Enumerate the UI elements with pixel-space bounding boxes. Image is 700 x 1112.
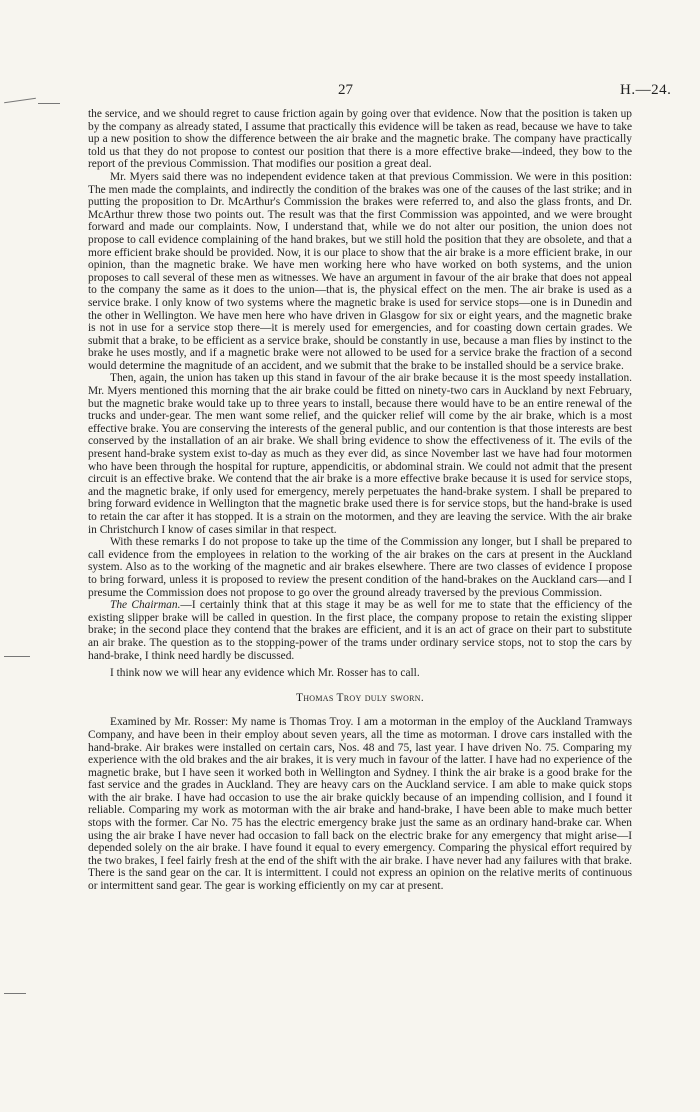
page-number: 27	[338, 82, 353, 98]
paragraph-chairman	[88, 599, 632, 662]
paragraph-myers: Mr. Myers said there was no independent evidence taken at that previous Commission. We were in this position: The men made the complaints, and indirectly the condition of the brakes was one of the causes of the last strike; and in putting the proposition to Dr. McArthur's Commission the brakes were referred to, and also the glass fronts, and Dr. McArthur threw those two points out. The result was that the first Commission was appointed, and we were brought forward and made our complaints. Now, I understand that, while we do not alter our position, the union does not propose to call evidence complaining of the hand brakes, but we still hold the position that they are obsolete, and that a more efficient brake should be provided. Now, it is our place to show that the air brake is a more efficient brake, in our opinion, than the magnetic brake. We have men working here who have worked on both systems, and the union proposes to call several of these men as witnesses. We have an argument in favour of the air brake that does not appeal to the company the same as it does to the union—that is, the physical effect on the men. The air brake is used as a service brake. I only know of two systems where the magnetic brake is used for service stops—one is in Dunedin and the other in Wellington. We have men here who have driven in Glasgow for six or eight years, and the magnetic brake is not in use for a service stop there—it is merely used for emergencies, and for coasting down certain grades. We submit that a brake, to be efficient as a service brake, should be constantly in use, because a man flies by instinct to the brake he uses mostly, and if a magnetic brake were not allowed to be used for a service brake the fraction of a second would determine the magnitude of an accident, and we submit that the brake to be installed should be a service brake.	[88, 170, 632, 372]
paragraph-closing: I think now we will hear any evidence which Mr. Rosser has to call.	[110, 667, 420, 680]
chairman-statement: —I certainly think that at this stage it may be as well for me to state that the efficiency of the existing slipper brake will be called in question. In the first place, the company propose to retain the existing slipper brake; in the second place they contend that the brakes are efficient, and it is an act of grace on their part to substitute an air brake. The question as to the stopping-power of the trams under ordinary service stops, not to stop the cars by hand-brake, I think need hardly be discussed.	[88, 599, 632, 662]
paragraph-testimony: Examined by Mr. Rosser: My name is Thomas Troy. I am a motorman in the employ of the Auckland Tramways Company, and have been in their employ about seven years, all the time as motorman. I drove cars installed with the hand-brake. Air brakes were installed on certain cars, Nos. 48 and 75, last year. I have driven No. 75. Comparing my experience with the old brakes and the air brakes, it is very much in favour of the latter. I have had no experience of the magnetic brake, but I have seen it worked both in Wellington and Sydney. I think the air brake is a good brake for the fast service and the grades in Auckland. They are heavy cars on the Auckland service. I am able to make quick stops with the air brake. I have had occasion to use the air brake quickly because of an impending collision, and I found it reliable. Comparing my work as motorman with the air brake and hand-brake, I have been able to make much better stops with the former. Car No. 75 has the electric emergency brake just the same as an ordinary hand-brake car. When using the air brake I have never had occasion to fall back on the electric brake for any emergency that might arise—I depended solely on the air brake. I have found it equal to every emergency. Comparing the physical effort required by the two brakes, I feel fairly fresh at the end of the shift with the air brake. I have never had any failures with that brake. There is the sand gear on the car. It is intermittent. I could not express an opinion on the relative merits of continuous or intermittent sand gear. The gear is working efficiently on my car at present.	[88, 716, 633, 893]
witness-heading: Thomas Troy duly sworn.	[295, 691, 425, 704]
margin-mark-lower	[4, 993, 26, 994]
page-header	[0, 82, 700, 102]
speaker-name: The Chairman.	[110, 599, 181, 612]
document-reference: H.—24.	[620, 82, 672, 98]
margin-mark-top-tail	[38, 103, 60, 104]
paragraph-remarks: With these remarks I do not propose to take up the time of the Commission any longer, but I shall be prepared to call evidence from the employees in relation to the working of the air brakes on the cars at present in the Auckland system. Also as to the working of the magnetic and air brakes elsewhere. There are two classes of evidence I propose to bring forward, unless it is proposed to review the present condition of the hand-brakes on the Auckland cars—and I presume the Commission does not propose to go over the ground already traversed by the previous Commission.	[88, 536, 632, 599]
paragraph-installation: Then, again, the union has taken up this stand in favour of the air brake because it is the most speedy installation. Mr. Myers mentioned this morning that the air brake could be fitted on ninety-two cars in Auckland by next February, but the magnetic brake would take up to three years to install, because there would have to be an entire renewal of the trucks and under-gear. The men want some relief, and the quicker relief will come by the air brake, which is a most effective brake. You are conserving the interests of the general public, and our contention is that those interests are best conserved by the installation of an air brake. We shall bring evidence to show the effectiveness of it. The evils of the present hand-brake system exist to-day as much as they ever did, as since November last we have had four motormen who have been through the hospital for rupture, appendicitis, or abdominal strain. We could not admit that the present circuit is an effective brake. We contend that the air brake is a more effective brake because it is used for service stops, and the magnetic brake, if only used for emergency, merely perpetuates the hand-brake system. I shall be prepared to bring forward evidence in Wellington that the magnetic brake used there is for service stops, but the hand-brake is used to retain the car after it has stopped. It is a strain on the motormen, and they are leaving the service. With the air brake in Christchurch I know of cases similar in that respect.	[88, 372, 632, 536]
paragraph-continuation: the service, and we should regret to cause friction again by going over that evidence. Now that the position is taken up by the company as already stated, I assume that practically this evidence will be taken as read, because we have to take up a new position to show the difference between the air brake and the magnetic brake. The company have practically told us that they do not propose to contest our position that there is a more effective brake—indeed, they bow to the report of the previous Commission. That modifies our position a great deal.	[88, 108, 632, 171]
page-body	[88, 108, 632, 893]
margin-mark-middle	[4, 656, 30, 657]
